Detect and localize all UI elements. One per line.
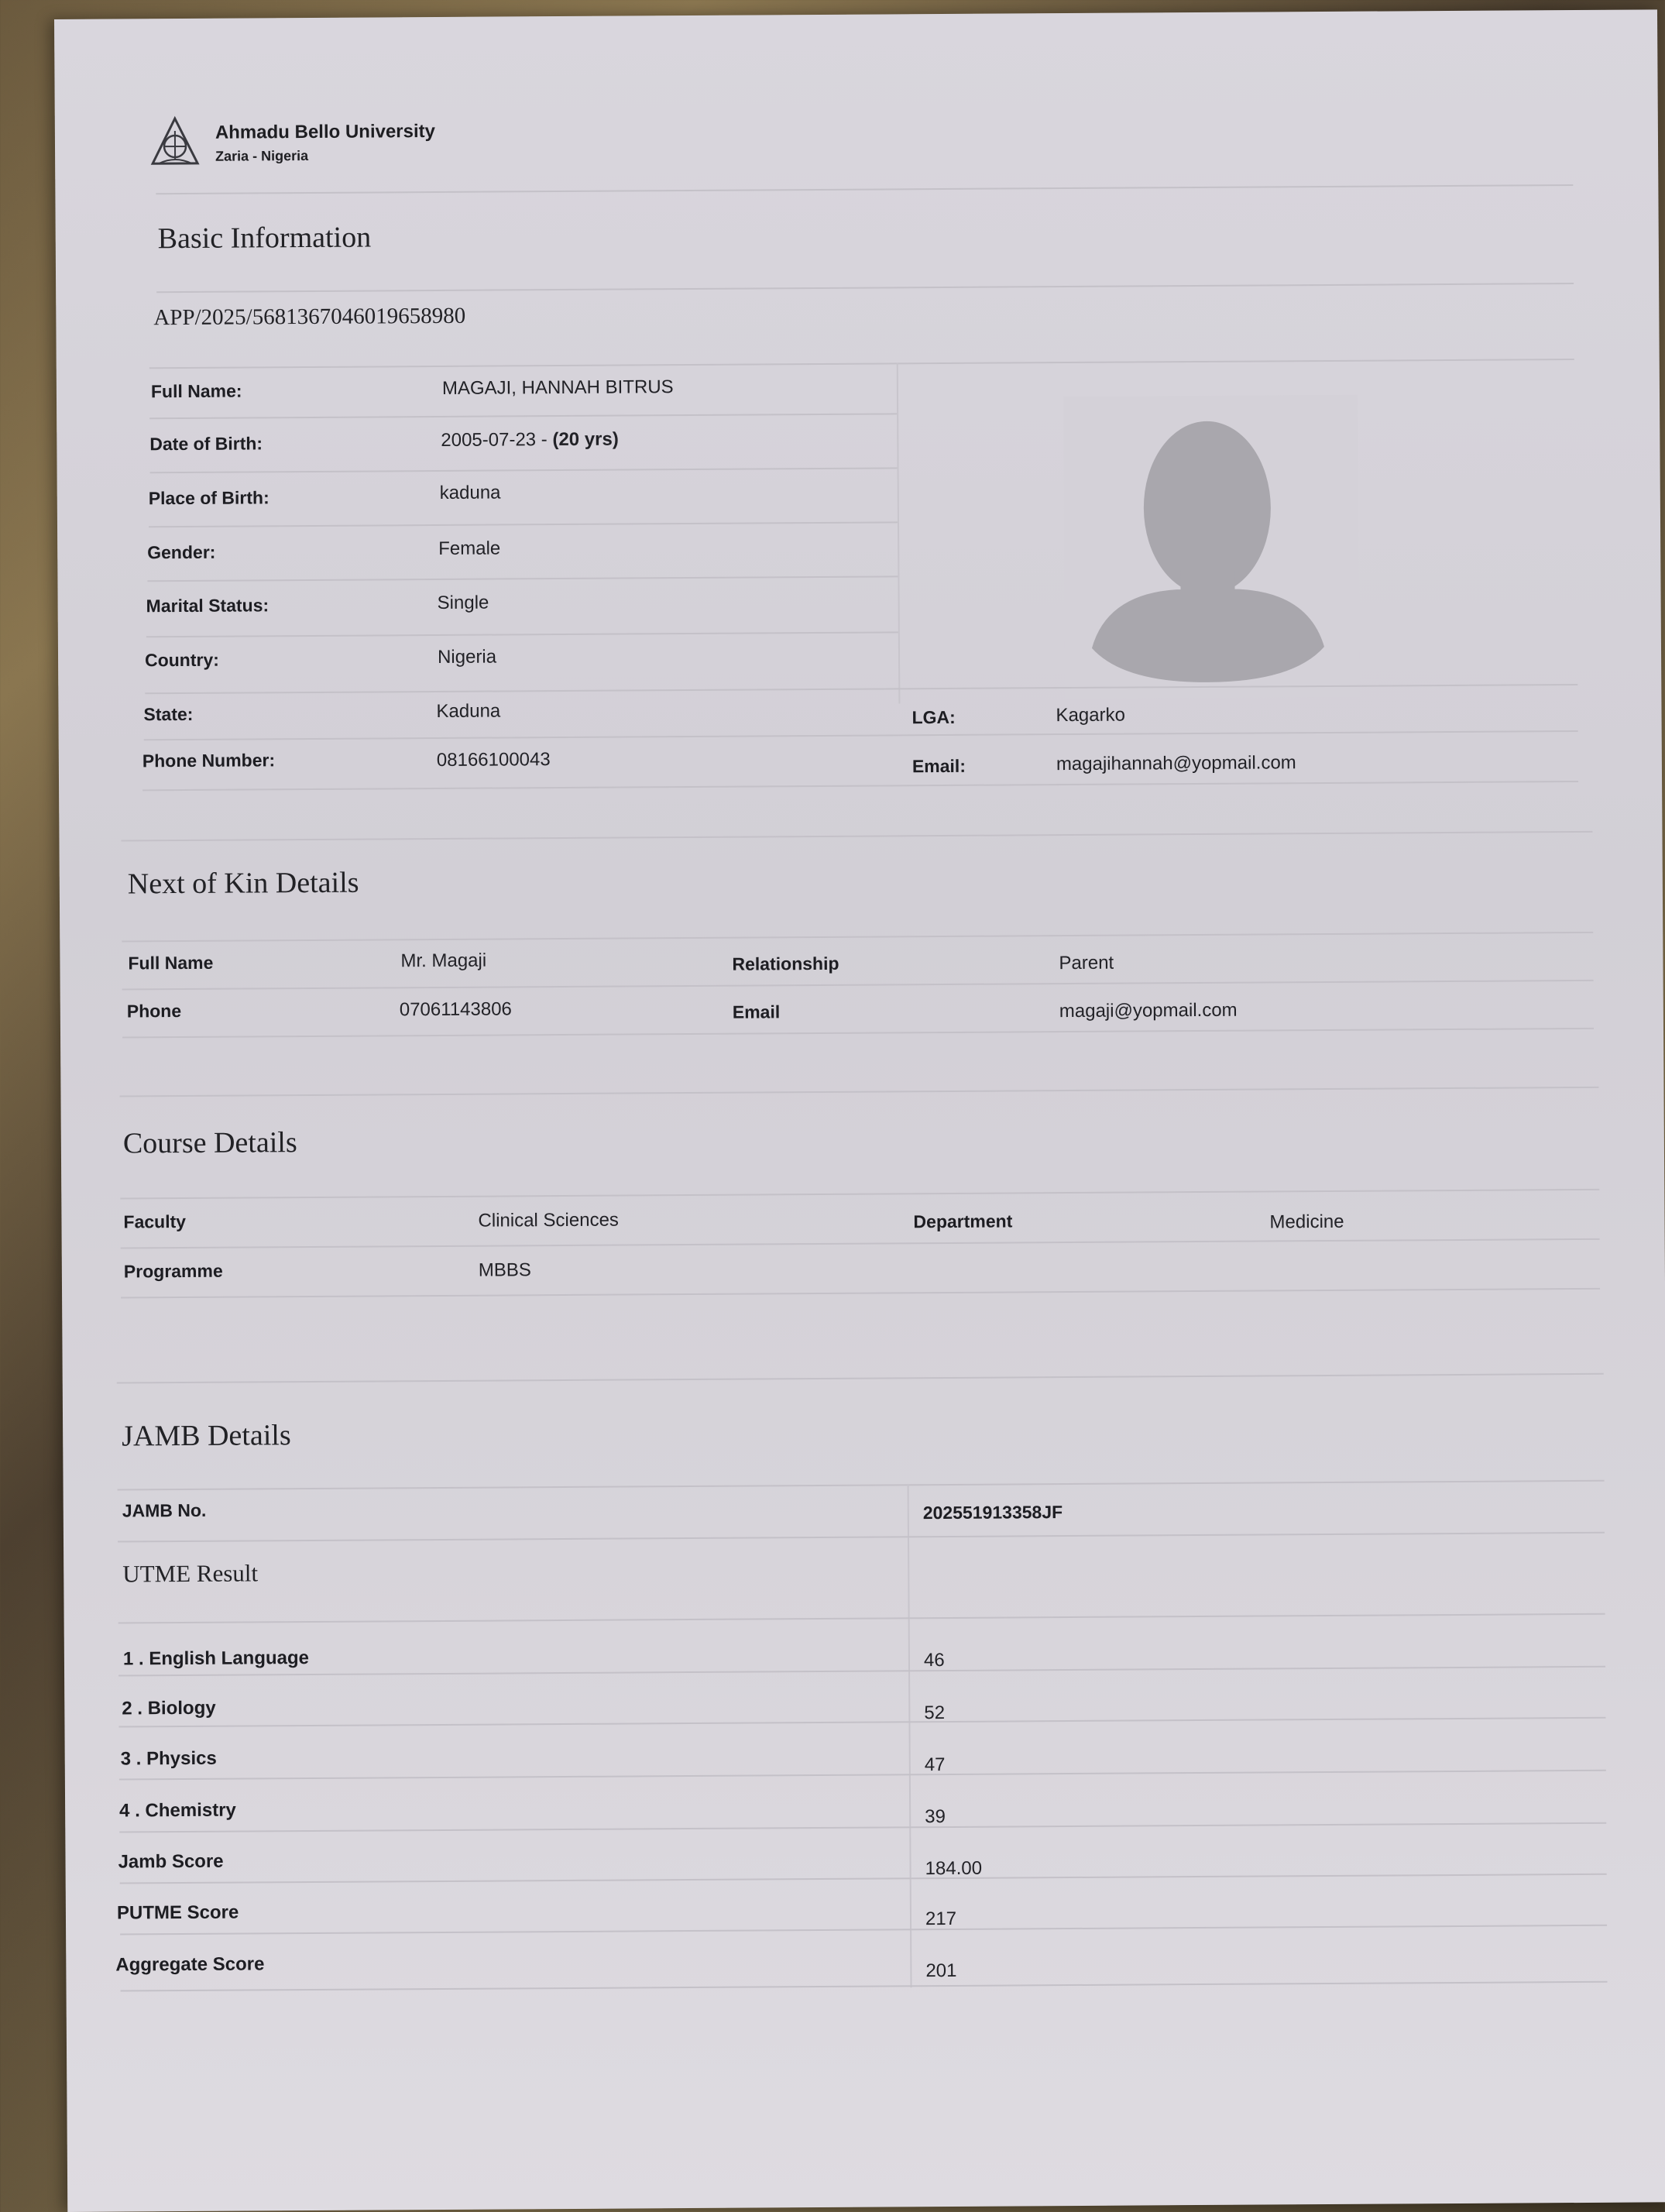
place-of-birth-label: Place of Birth: [148, 487, 269, 509]
state-label: State: [143, 703, 194, 725]
jamb-no-value: 202551913358JF [922, 1502, 1063, 1523]
utme-subject-score: 39 [925, 1806, 946, 1828]
country-label: Country: [144, 649, 219, 671]
phone-value: 08166100043 [436, 749, 551, 771]
gender-value: Female [438, 538, 501, 559]
utme-subject-label: 3 . Physics [120, 1747, 217, 1770]
kin-phone-value: 07061143806 [399, 998, 512, 1021]
dob-value: 2005-07-23 - (20 yrs) [441, 428, 619, 451]
university-name: Ahmadu Bello University [215, 120, 436, 143]
kin-email-label: Email [732, 1001, 781, 1022]
marital-status-value: Single [437, 592, 489, 613]
kin-full-name-label: Full Name [128, 952, 214, 974]
full-name-value: MAGAJI, HANNAH BITRUS [441, 376, 674, 399]
state-value: Kaduna [436, 700, 501, 723]
email-value: magajihannah@yopmail.com [1056, 752, 1296, 775]
utme-subject-score: 46 [923, 1650, 945, 1671]
faculty-value: Clinical Sciences [478, 1209, 619, 1231]
dob-label: Date of Birth: [149, 433, 263, 455]
programme-label: Programme [123, 1260, 223, 1282]
full-name-label: Full Name: [150, 380, 242, 402]
kin-email-value: magaji@yopmail.com [1059, 999, 1238, 1022]
putme-score-label: PUTME Score [116, 1901, 239, 1924]
kin-relationship-label: Relationship [732, 953, 839, 974]
utme-subject-score: 52 [924, 1702, 946, 1724]
kin-relationship-value: Parent [1059, 952, 1114, 974]
country-value: Nigeria [437, 646, 497, 668]
lga-label: LGA: [911, 706, 956, 728]
utme-subject-label: 4 . Chemistry [119, 1799, 236, 1822]
profile-placeholder-icon [1090, 414, 1324, 695]
basic-info-title: Basic Information [157, 221, 372, 256]
jamb-details-title: JAMB Details [122, 1419, 291, 1453]
utme-result-title: UTME Result [122, 1559, 259, 1588]
utme-subject-label: 2 . Biology [122, 1697, 216, 1719]
utme-subject-label: 1 . English Language [122, 1647, 310, 1670]
gender-label: Gender: [147, 541, 216, 563]
lga-value: Kagarko [1056, 704, 1125, 726]
programme-value: MBBS [478, 1259, 531, 1281]
jamb-score-value: 184.00 [925, 1857, 983, 1880]
phone-label: Phone Number: [142, 750, 276, 771]
putme-score-value: 217 [925, 1908, 957, 1930]
jamb-no-label: JAMB No. [122, 1499, 207, 1521]
course-details-title: Course Details [122, 1126, 297, 1160]
place-of-birth-value: kaduna [439, 482, 501, 503]
utme-subject-score: 47 [924, 1754, 946, 1776]
next-of-kin-title: Next of Kin Details [127, 866, 359, 901]
jamb-score-label: Jamb Score [118, 1850, 224, 1873]
document-page [54, 9, 1665, 2212]
aggregate-score-value: 201 [925, 1960, 957, 1982]
kin-full-name-value: Mr. Magaji [400, 950, 487, 972]
faculty-label: Faculty [123, 1211, 187, 1232]
university-crest-icon [148, 115, 202, 170]
marital-status-label: Marital Status: [146, 595, 269, 617]
department-value: Medicine [1269, 1211, 1344, 1233]
department-label: Department [913, 1211, 1013, 1232]
kin-phone-label: Phone [126, 1001, 182, 1022]
email-label: Email: [911, 755, 966, 777]
aggregate-score-label: Aggregate Score [115, 1953, 265, 1976]
university-location: Zaria - Nigeria [215, 147, 309, 164]
application-number: APP/2025/5681367046019658980 [153, 303, 466, 331]
